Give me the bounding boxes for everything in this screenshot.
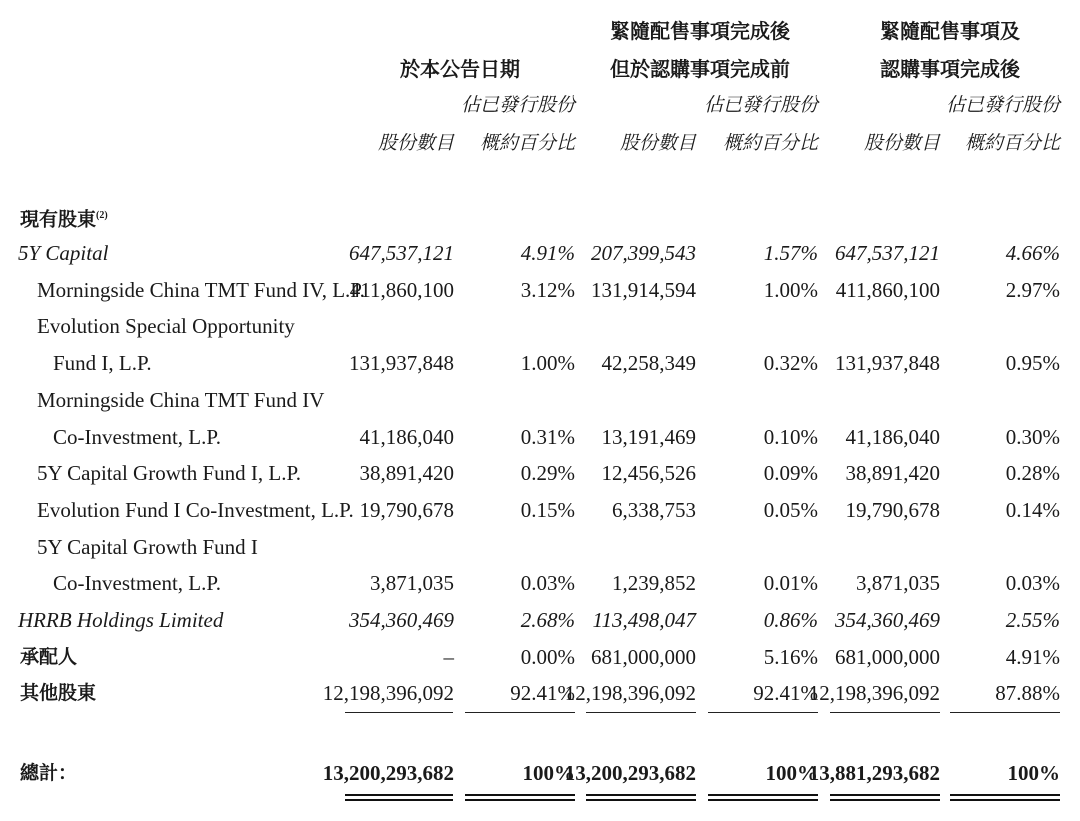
row-label: 5Y Capital Growth Fund I, L.P. — [37, 461, 302, 486]
cell-shares: 3,871,035 — [370, 571, 454, 596]
cell-shares: 12,198,396,092 — [808, 681, 940, 706]
cell-shares: 411,860,100 — [349, 277, 454, 302]
cell-shares: 411,860,100 — [835, 277, 940, 302]
cell-shares: 647,537,121 — [349, 241, 454, 265]
cell-shares: 41,186,040 — [359, 424, 454, 449]
rule-col3 — [586, 712, 696, 713]
cell-percent: 0.09% — [763, 461, 818, 486]
cell-shares: 12,198,396,092 — [322, 681, 454, 706]
total-pct-1: 100% — [522, 761, 575, 785]
row-label: Co-Investment, L.P. — [53, 424, 221, 449]
cell-shares: 42,258,349 — [601, 351, 696, 376]
cell-shares: 647,537,121 — [835, 241, 940, 265]
header-group2-line1: 緊隨配售事項完成後 — [610, 19, 790, 43]
header-pct-3: 概約百分比 — [964, 132, 1060, 154]
row-label: 5Y Capital Growth Fund I — [37, 534, 258, 559]
cell-percent: 0.30% — [1005, 424, 1060, 449]
cell-shares: 3,871,035 — [856, 571, 940, 596]
header-pct-2: 概約百分比 — [722, 132, 818, 154]
rule-col5 — [830, 712, 940, 713]
cell-shares: 354,360,469 — [349, 608, 454, 632]
rule-col2 — [465, 712, 575, 713]
section-note: (2) — [96, 210, 108, 221]
section-title-text: 現有股東 — [20, 208, 97, 231]
header-shares-1: 股份數目 — [377, 132, 454, 154]
cell-percent: 0.28% — [1005, 461, 1060, 486]
cell-percent: 5.16% — [763, 644, 818, 669]
cell-shares: 131,937,848 — [835, 351, 940, 376]
total-shares-1: 13,200,293,682 — [322, 761, 454, 785]
row-label: Evolution Special Opportunity — [37, 314, 295, 339]
row-label: 承配人 — [20, 645, 78, 668]
rule-col6 — [950, 712, 1060, 713]
cell-shares: 131,937,848 — [349, 351, 454, 376]
cell-shares: 681,000,000 — [591, 644, 696, 669]
cell-shares: 13,191,469 — [601, 424, 696, 449]
cell-percent: 2.97% — [1005, 277, 1060, 302]
total-pct-3: 100% — [1007, 761, 1060, 785]
cell-percent: 1.57% — [763, 241, 818, 265]
cell-shares: 113,498,047 — [592, 608, 696, 632]
header-group3-line2: 認購事項完成後 — [880, 57, 1020, 81]
cell-percent: 0.05% — [763, 497, 818, 522]
header-shares-2: 股份數目 — [619, 132, 696, 154]
section-title — [20, 203, 108, 232]
cell-shares: 131,914,594 — [591, 277, 696, 302]
cell-percent: 0.10% — [763, 424, 818, 449]
cell-shares: 1,239,852 — [612, 571, 696, 596]
cell-percent: 4.66% — [1005, 241, 1060, 265]
cell-percent: 92.41% — [510, 681, 575, 706]
row-label: Co-Investment, L.P. — [53, 571, 221, 596]
row-label: 其他股東 — [20, 682, 97, 705]
cell-percent: 4.91% — [520, 241, 575, 265]
row-label: Evolution Fund I Co-Investment, L.P. — [37, 497, 354, 522]
cell-shares: 19,790,678 — [845, 497, 940, 522]
cell-percent: 0.32% — [763, 351, 818, 376]
header-pct-top-1: 佔已發行股份 — [460, 94, 575, 116]
cell-percent: 1.00% — [763, 277, 818, 302]
total-pct-2: 100% — [765, 761, 818, 785]
cell-shares: 38,891,420 — [845, 461, 940, 486]
cell-shares: 12,456,526 — [601, 461, 696, 486]
cell-percent: 0.95% — [1005, 351, 1060, 376]
rule-col1 — [345, 712, 453, 713]
row-label: HRRB Holdings Limited — [18, 608, 224, 632]
header-pct-1: 概約百分比 — [479, 132, 575, 154]
cell-percent: 0.03% — [520, 571, 575, 596]
double-rule-col4 — [708, 794, 818, 801]
cell-percent: 4.91% — [1005, 644, 1060, 669]
cell-shares: – — [443, 644, 454, 669]
cell-shares: 354,360,469 — [835, 608, 940, 632]
row-label: Morningside China TMT Fund IV — [37, 387, 325, 412]
cell-shares: 38,891,420 — [359, 461, 454, 486]
cell-percent: 0.29% — [520, 461, 575, 486]
total-label: 總計： — [20, 762, 78, 784]
cell-percent: 0.03% — [1005, 571, 1060, 596]
header-group3-line1: 緊隨配售事項及 — [880, 19, 1020, 43]
cell-shares: 41,186,040 — [845, 424, 940, 449]
header-group2-line2: 但於認購事項完成前 — [610, 57, 790, 81]
cell-shares: 12,198,396,092 — [564, 681, 696, 706]
header-shares-3: 股份數目 — [863, 132, 940, 154]
cell-percent: 3.12% — [520, 277, 575, 302]
total-shares-3: 13,881,293,682 — [808, 761, 940, 785]
cell-percent: 0.00% — [520, 644, 575, 669]
cell-percent: 87.88% — [995, 681, 1060, 706]
row-label: Fund I, L.P. — [53, 351, 152, 376]
cell-percent: 1.00% — [520, 351, 575, 376]
cell-shares: 207,399,543 — [591, 241, 696, 265]
header-pct-top-2: 佔已發行股份 — [703, 94, 818, 116]
cell-percent: 0.01% — [763, 571, 818, 596]
cell-shares: 681,000,000 — [835, 644, 940, 669]
cell-percent: 2.68% — [520, 608, 575, 632]
cell-percent: 0.14% — [1005, 497, 1060, 522]
double-rule-col6 — [950, 794, 1060, 801]
cell-shares: 6,338,753 — [612, 497, 696, 522]
rule-col4 — [708, 712, 818, 713]
cell-percent: 0.86% — [763, 608, 818, 632]
total-shares-2: 13,200,293,682 — [564, 761, 696, 785]
header-pct-top-3: 佔已發行股份 — [945, 94, 1060, 116]
double-rule-col1 — [345, 794, 453, 801]
double-rule-col2 — [465, 794, 575, 801]
double-rule-col5 — [830, 794, 940, 801]
header-group1-line1: 於本公告日期 — [400, 57, 520, 81]
cell-shares: 19,790,678 — [359, 497, 454, 522]
double-rule-col3 — [586, 794, 696, 801]
cell-percent: 0.15% — [520, 497, 575, 522]
row-label: Morningside China TMT Fund IV, L.P. — [37, 277, 365, 302]
cell-percent: 0.31% — [520, 424, 575, 449]
cell-percent: 2.55% — [1005, 608, 1060, 632]
row-label: 5Y Capital — [18, 241, 109, 265]
cell-percent: 92.41% — [753, 681, 818, 706]
